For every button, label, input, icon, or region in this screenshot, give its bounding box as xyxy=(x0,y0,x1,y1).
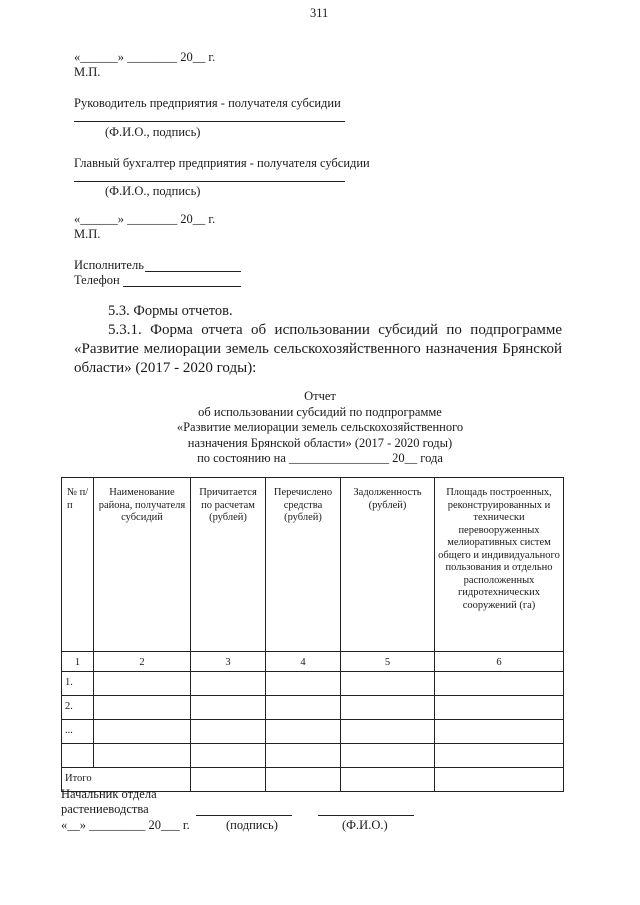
table-cell xyxy=(266,696,341,720)
table-row xyxy=(62,744,564,768)
table-header-row xyxy=(62,478,564,652)
table-cell xyxy=(341,672,435,696)
accountant-signature-line xyxy=(74,181,345,182)
stamp-1: М.П. xyxy=(74,65,101,79)
number-cell: 3 xyxy=(191,652,266,672)
header-cell: Причитается по расчетам (рублей) xyxy=(191,478,266,652)
date-line-1: «______» ________ 20__ г. xyxy=(74,50,216,64)
report-title-line-3: «Развитие мелиорации земель сельскохозяйственного xyxy=(176,420,464,434)
table-cell xyxy=(266,744,341,768)
table-number-row xyxy=(62,652,564,672)
table-cell xyxy=(191,720,266,744)
head-caption: (Ф.И.О., подпись) xyxy=(105,125,201,139)
table-cell xyxy=(341,744,435,768)
table-cell xyxy=(266,720,341,744)
table-cell xyxy=(341,696,435,720)
executor-label: Исполнитель xyxy=(74,258,144,272)
table-cell xyxy=(191,672,266,696)
phone-label: Телефон xyxy=(74,273,120,287)
report-title-line-2: об использовании субсидий по подпрограмме xyxy=(198,404,442,419)
header-cell: Перечислено средства (рублей) xyxy=(266,478,341,652)
report-title xyxy=(120,389,520,467)
section-heading: 5.3. Формы отчетов. xyxy=(108,303,233,319)
date-line-2: «______» ________ 20__ г. xyxy=(74,212,216,226)
row-number-cell: ... xyxy=(62,720,94,744)
table-row xyxy=(62,696,564,720)
accountant-caption: (Ф.И.О., подпись) xyxy=(105,184,201,198)
section-paragraph xyxy=(74,321,562,378)
table-cell xyxy=(341,720,435,744)
report-title-line-1: Отчет xyxy=(304,389,336,403)
row-number-cell: 1. xyxy=(62,672,94,696)
section-para-line-3: области» (2017 - 2020 годы): xyxy=(74,360,257,376)
table-cell xyxy=(94,744,191,768)
table-cell xyxy=(191,744,266,768)
table-cell xyxy=(435,672,564,696)
footer-signature-line xyxy=(196,815,292,816)
footer-position-line-1: Начальник отдела xyxy=(61,787,157,801)
head-title: Руководитель предприятия - получателя субсидии xyxy=(74,96,341,110)
table-cell xyxy=(435,744,564,768)
table-cell xyxy=(341,768,435,792)
head-signature-line xyxy=(74,121,345,122)
number-cell: 6 xyxy=(435,652,564,672)
table-cell xyxy=(435,696,564,720)
table-cell xyxy=(266,768,341,792)
row-number-cell xyxy=(62,744,94,768)
footer-date: «__» _________ 20___ г. xyxy=(61,818,190,832)
table-cell xyxy=(94,672,191,696)
footer-name-line xyxy=(318,815,414,816)
section-para-line-2: «Развитие мелиорации земель сельскохозяйственного назначения Брянской xyxy=(74,341,562,357)
total-label: Итого xyxy=(62,768,191,792)
report-title-line-5: по состоянию на ________________ 20__ года xyxy=(197,451,443,465)
footer-signature-caption: (подпись) xyxy=(226,818,278,832)
footer-name-caption: (Ф.И.О.) xyxy=(342,818,388,832)
number-cell: 5 xyxy=(341,652,435,672)
table-cell xyxy=(435,768,564,792)
number-cell: 2 xyxy=(94,652,191,672)
footer-position-line-2: растениеводства xyxy=(61,802,149,816)
report-title-line-4: назначения Брянской области» (2017 - 2020 годы) xyxy=(187,435,453,450)
table-row xyxy=(62,720,564,744)
table-cell xyxy=(191,768,266,792)
table-cell xyxy=(435,720,564,744)
number-cell: 1 xyxy=(62,652,94,672)
table-row xyxy=(62,672,564,696)
accountant-title: Главный бухгалтер предприятия - получателя субсидии xyxy=(74,156,370,170)
table-cell xyxy=(191,696,266,720)
table-cell xyxy=(94,720,191,744)
page-number: 311 xyxy=(310,6,329,20)
header-cell: Площадь построенных, реконструированных и технически перевооруженных мелиоративных систем общего и индивидуального пользования и отдельно расположенных гидротехнических сооружений (га) xyxy=(435,478,564,652)
report-table xyxy=(61,477,564,792)
phone-line xyxy=(123,286,241,287)
table-cell xyxy=(266,672,341,696)
header-cell: Задолженность (рублей) xyxy=(341,478,435,652)
section-para-line-1: 5.3.1. Форма отчета об использовании субсидий по подпрограмме xyxy=(108,322,562,338)
header-cell: Наименование района, получателя субсидий xyxy=(94,478,191,652)
header-cell: № п/п xyxy=(62,478,94,652)
number-cell: 4 xyxy=(266,652,341,672)
table-cell xyxy=(94,696,191,720)
executor-line xyxy=(145,271,241,272)
stamp-2: М.П. xyxy=(74,227,101,241)
row-number-cell: 2. xyxy=(62,696,94,720)
